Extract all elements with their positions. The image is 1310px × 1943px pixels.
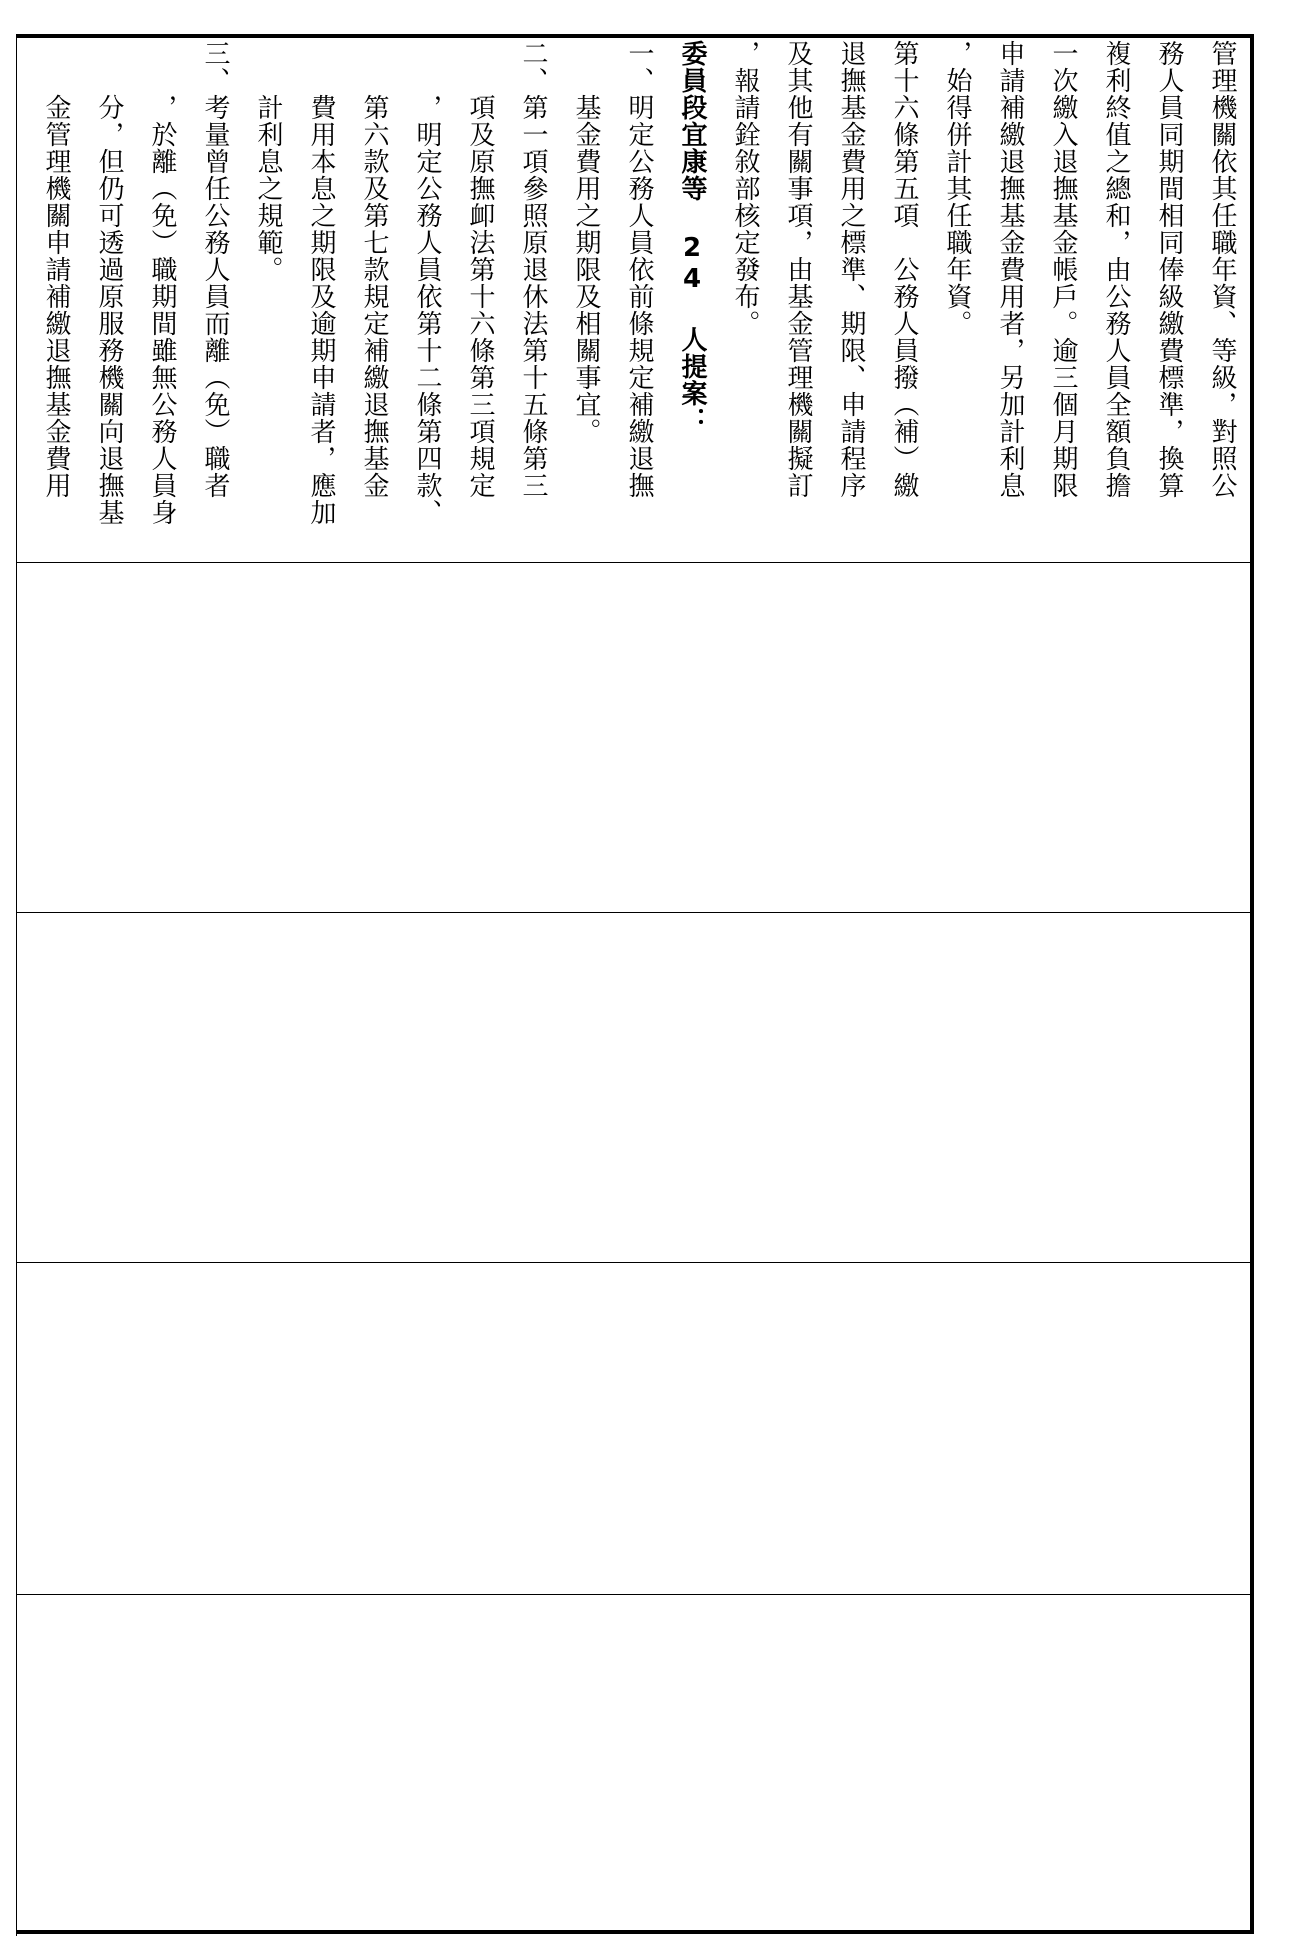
text-column: ，明定公務人員依第十二條第四款、 (412, 40, 442, 526)
empty-cell (20, 1596, 1246, 1928)
text-column: 基金費用之期限及相關事宜。 (571, 40, 601, 445)
row-divider (16, 1262, 1252, 1263)
row-divider (16, 912, 1252, 913)
text-column: 第十六條第五項 公務人員撥（補）繳 (889, 40, 919, 499)
text-column: 一、明定公務人員依前條規定補繳退撫 (624, 40, 654, 499)
text-column: 二、第一項參照原退休法第十五條第三 (518, 40, 548, 499)
text-column: 項及原撫卹法第十六條第三項規定 (465, 40, 495, 499)
row-divider (16, 562, 1252, 563)
empty-cell (20, 1264, 1246, 1592)
empty-cell (20, 914, 1246, 1260)
text-cell (20, 40, 1246, 562)
text-column: ，始得併計其任職年資。 (942, 40, 972, 337)
text-column: 務人員同期間相同俸級繳費標準，換算 (1154, 40, 1184, 499)
text-column: 管理機關依其任職年資、等級，對照公 (1207, 40, 1237, 499)
text-column: 計利息之規範。 (253, 40, 283, 283)
empty-cell (20, 564, 1246, 910)
text-column: 及其他有關事項，由基金管理機關擬訂 (783, 40, 813, 499)
text-column: 一次繳入退撫基金帳戶。逾三個月期限 (1048, 40, 1078, 499)
table-bottom-border (16, 1930, 1254, 1934)
text-column: ，報請銓敘部核定發布。 (730, 40, 760, 337)
text-column: 三、考量曾任公務人員而離（免）職者 (200, 40, 230, 499)
text-column: ，於離（免）職期間雖無公務人員身 (147, 40, 177, 526)
text-column: 第六款及第七款規定補繳退撫基金 (359, 40, 389, 499)
row-divider (16, 1594, 1252, 1595)
text-column: 申請補繳退撫基金費用者，另加計利息 (995, 40, 1025, 499)
text-column: 分，但仍可透過原服務機關向退撫基 (94, 40, 124, 526)
text-column: 退撫基金費用之標準、期限、申請程序 (836, 40, 866, 499)
text-column: 金管理機關申請補繳退撫基金費用 (41, 40, 71, 499)
proposal-heading: 委員段宜康等 24 人提案： (677, 40, 707, 434)
text-column: 複利終值之總和，由公務人員全額負擔 (1101, 40, 1131, 499)
text-column: 費用本息之期限及逾期申請者，應加 (306, 40, 336, 526)
